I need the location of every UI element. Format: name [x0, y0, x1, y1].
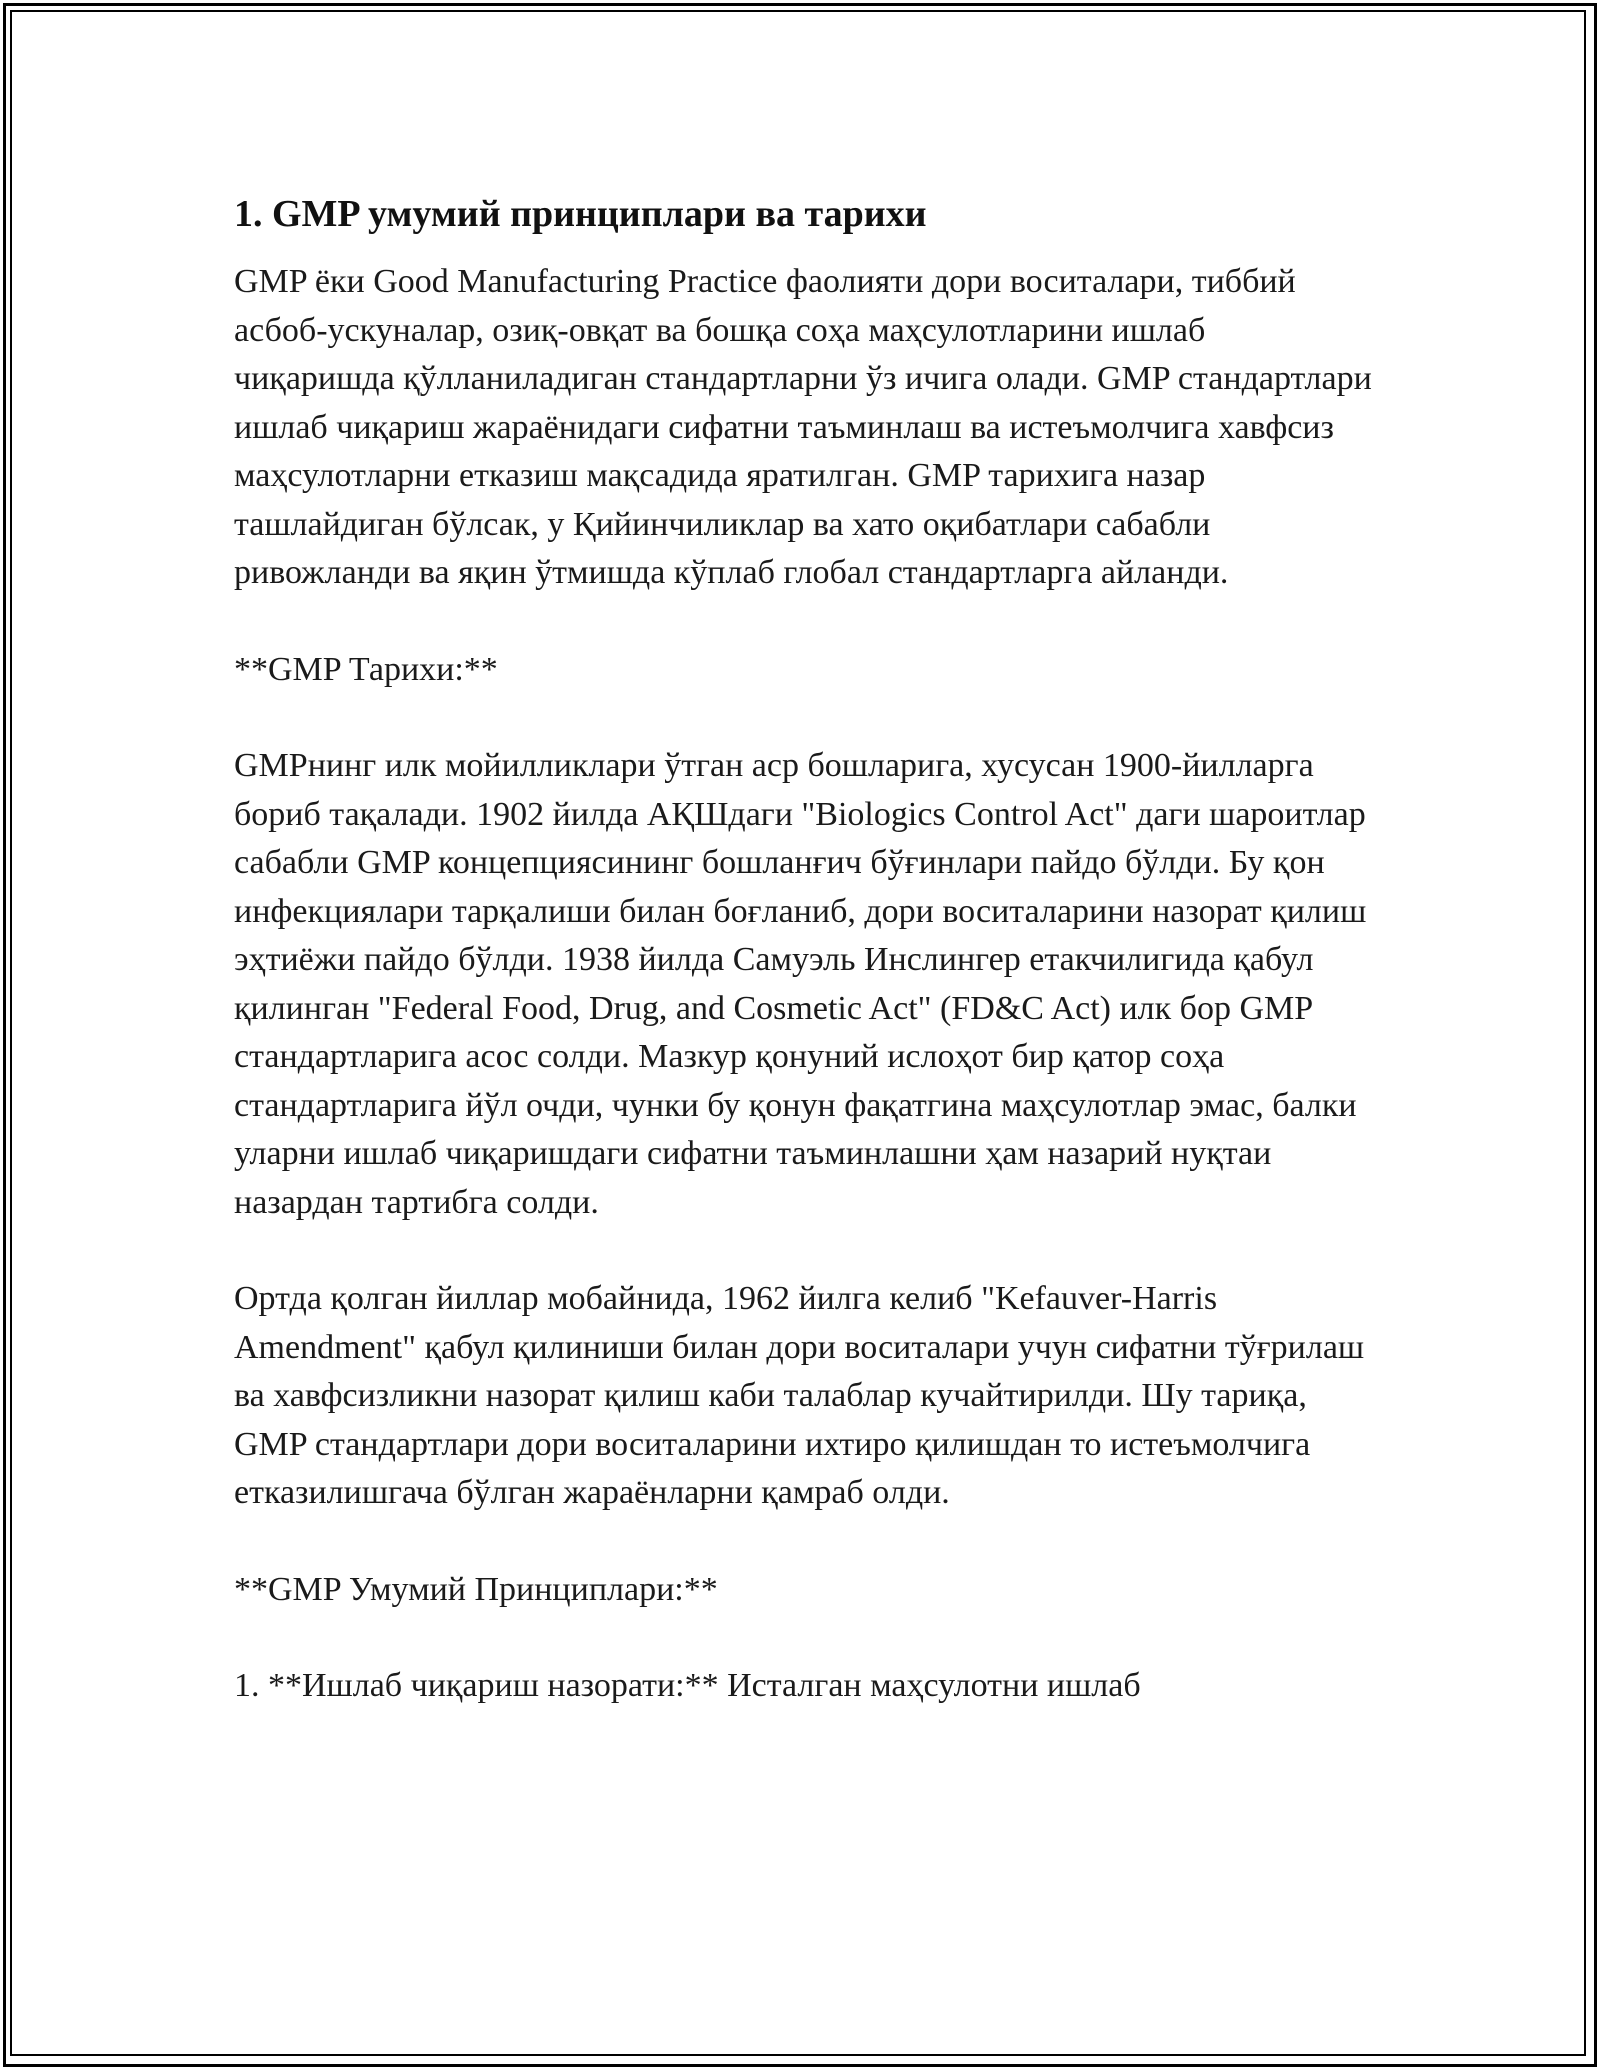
paragraph-amendment: Ортда қолган йиллар мобайнида, 1962 йилга келиб "Kefauver-Harris Amendment" қабул қилиниши билан дори воситалари учун сифатни тўғрилаш ва хавфсизликни назорат қилиш каби талаблар кучайтирилди. Шу тариқа, GMP стандартлари дори воситаларини ихтиро қилишдан то истеъмолчига етказилишгача бўлган жараёнларни қамраб олди.: [234, 1280, 1365, 1511]
paragraph-principle-1: 1. **Ишлаб чиқариш назорати:** Исталган маҳсулотни ишлаб: [234, 1667, 1141, 1704]
paragraph-principles-title: **GMP Умумий Принциплари:**: [234, 1570, 718, 1608]
document-body: [234, 180, 1374, 1759]
paragraph-history-title: **GMP Тарихи:**: [234, 650, 498, 688]
section-heading: 1. GMP умумий принциплари ва тарихи: [234, 193, 927, 235]
paragraph-intro: GMP ёки Good Manufacturing Practice фаолияти дори воситалари, тиббий асбоб-ускуналар, озиқ-овқат ва бошқа соҳа маҳсулотларини ишлаб чиқаришда қўлланиладиган стандартларни ўз ичига олади. GMP стандартлари ишлаб чиқариш жараёнидаги сифатни таъминлаш ва истеъмолчига хавфсиз маҳсулотларни етказиш мақсадида яратилган. GMP тарихига назар ташлайдиган бўлсак, у Қийинчиликлар ва хато оқибатлари сабабли ривожланди ва яқин ўтмишда кўплаб глобал стандартларга айланди.: [234, 263, 1372, 591]
paragraph-history: GMPнинг илк мойилликлари ўтган аср бошларига, хусусан 1900-йилларга бориб тақалади. 1902 йилда АҚШдаги "Biologics Control Act" даги шароитлар сабабли GMP концепциясининг бошланғич бўғинлари пайдо бўлди. Бу қон инфекциялари тарқалиши билан боғланиб, дори воситаларини назорат қилиш эҳтиёжи пайдо бўлди. 1938 йилда Самуэль Инслингер етакчилигида қабул қилинган "Federal Food, Drug, and Cosmetic Act" (FD&C Act) илк бор GMP стандартларига асос солди. Мазкур қонуний ислоҳот бир қатор соҳа стандартларига йўл очди, чунки бу қонун фақатгина маҳсулотлар эмас, балки уларни ишлаб чиқаришдаги сифатни таъминлашни ҳам назарий нуқтаи назардан тартибга солди.: [234, 747, 1367, 1221]
